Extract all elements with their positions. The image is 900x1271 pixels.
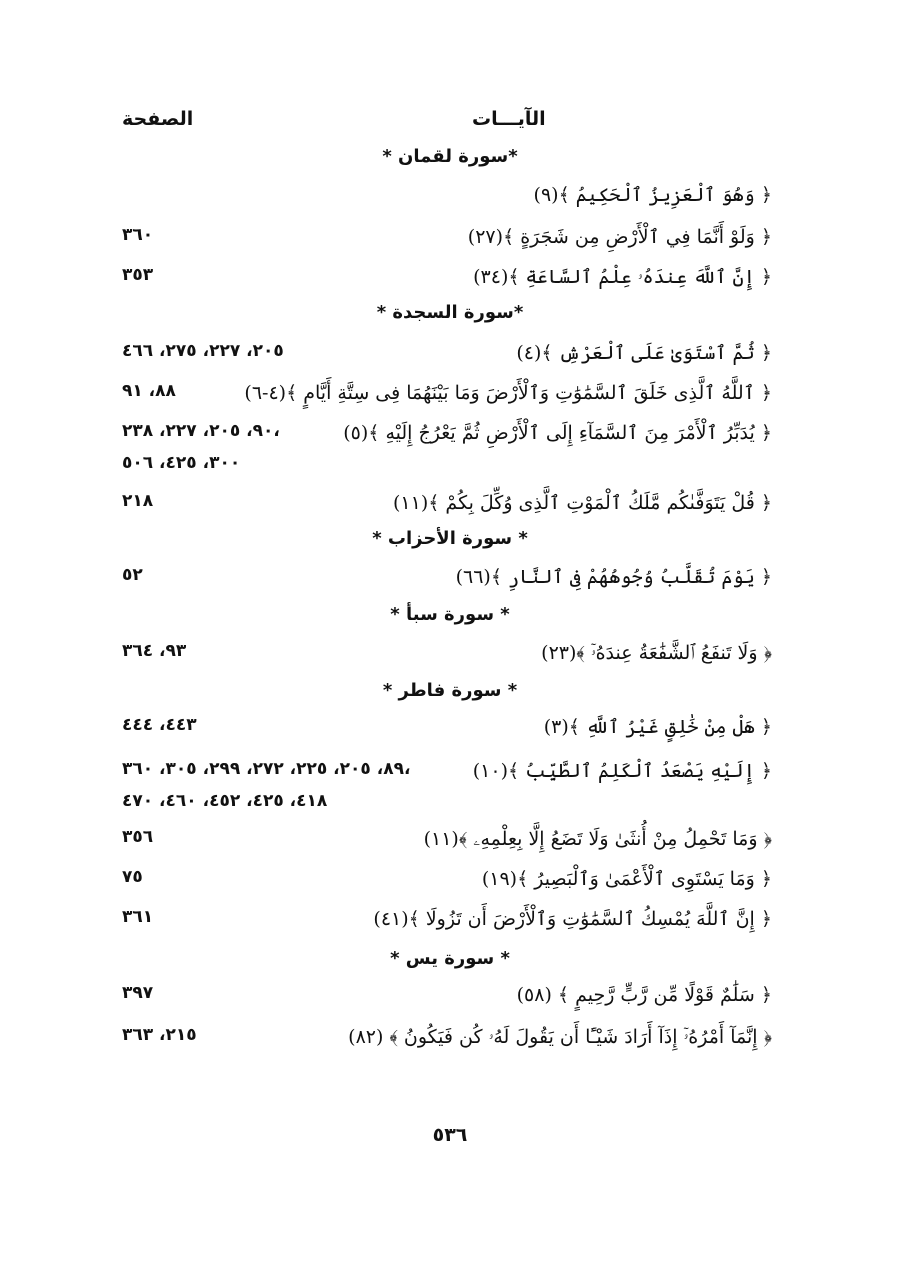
verse-row: [0, 222, 900, 256]
page-refs: ٣٥٣: [122, 265, 154, 285]
verse-text: ﴿ يَوْمَ تُقَلَّبُ وُجُوهُهُمْ فِى ٱلنَّارِ ﴾(٦٦): [455, 566, 772, 588]
page-refs: ٣٩٧: [122, 983, 154, 1003]
verse-text: ﴿ ثُمَّ ٱسْتَوَىٰ عَلَى ٱلْعَرْشِ ﴾(٤): [516, 342, 772, 364]
verse-row: [0, 338, 900, 372]
surah-heading: * سورة السجدة*: [376, 302, 524, 323]
verse-row: [0, 262, 900, 296]
surah-heading: * سورة فاطر *: [382, 680, 518, 701]
verse-text: ﴿ ٱللَّهُ ٱلَّذِى خَلَقَ ٱلسَّمَٰوَٰتِ وَٱلْأَرْضَ وَمَا بَيْنَهُمَا فِى سِتَّةِ أَيَّامٍ ﴾(٤-٦): [244, 382, 772, 404]
verse-row: [0, 638, 900, 672]
page-refs: ٧٥: [122, 867, 143, 887]
page-refs: ٨٩، ٢٠٥، ٢٢٥، ٢٧٢، ٢٩٩، ٣٠٥، ٣٦٠،: [122, 759, 411, 779]
verse-text: ﴿ إِنَّمَآ أَمْرُهُۥٓ إِذَآ أَرَادَ شَيْـًٔا أَن يَقُولَ لَهُۥ كُن فَيَكُونُ ﴾ (٨٢): [348, 1026, 772, 1048]
page-refs: ٣٥٦: [122, 827, 154, 847]
page-refs: ٩٠، ٢٠٥، ٢٢٧، ٢٣٨،: [122, 421, 280, 441]
verse-row: [0, 378, 900, 412]
verse-row: [0, 904, 900, 938]
verse-row: [0, 562, 900, 596]
verse-row: [0, 1022, 900, 1056]
page-refs-continued: ٤١٨، ٤٢٥، ٤٥٢، ٤٦٠، ٤٧٠: [122, 791, 328, 811]
page-refs: ٢١٨: [122, 491, 154, 511]
verse-text: ﴿ وَلَوْ أَنَّمَا فِي ٱلْأَرْضِ مِن شَجَرَةٍ ﴾(٢٧): [467, 226, 772, 248]
page-refs: ٩٣، ٣٦٤: [122, 641, 187, 661]
surah-heading: * سورة سبأ *: [390, 604, 510, 625]
page-refs: ٤٤٣، ٤٤٤: [122, 715, 197, 735]
verse-row: [0, 418, 900, 478]
page-refs: ٢١٥، ٣٦٣: [122, 1025, 197, 1045]
verse-text: ﴿ إِلَيْهِ يَصْعَدُ ٱلْكَلِمُ ٱلطَّيِّبُ ﴾(١٠): [472, 760, 772, 782]
surah-heading: * سورة الأحزاب *: [372, 528, 528, 549]
verse-row: [0, 488, 900, 522]
verse-text: ﴿ سَلَٰمٌ قَوْلًا مِّن رَّبٍّ رَّحِيمٍ ﴾ (٥٨): [516, 984, 772, 1006]
header-page-label: الصفحة: [122, 108, 194, 130]
page-refs: ٨٨، ٩١: [122, 381, 176, 401]
page-refs: ٢٠٥، ٢٢٧، ٢٧٥، ٤٦٦: [122, 341, 284, 361]
page-refs: ٣٦١: [122, 907, 154, 927]
verse-text: ﴿ وَهُوَ ٱلْعَزِيزُ ٱلْحَكِيمُ ﴾(٩): [533, 184, 772, 206]
verse-text: ﴿ إِنَّ ٱللَّهَ يُمْسِكُ ٱلسَّمَٰوَٰتِ وَٱلْأَرْضَ أَن تَزُولَا ﴾(٤١): [373, 908, 772, 930]
page-refs: ٣٦٠: [122, 225, 154, 245]
verse-text: ﴿ وَمَا يَسْتَوِى ٱلْأَعْمَىٰ وَٱلْبَصِيرُ ﴾(١٩): [481, 868, 772, 890]
page-refs: ٥٢: [122, 565, 143, 585]
verse-text: ﴿ قُلْ يَتَوَفَّىٰكُم مَّلَكُ ٱلْمَوْتِ ٱلَّذِى وُكِّلَ بِكُمْ ﴾(١١): [393, 492, 772, 514]
verse-row: [0, 712, 900, 746]
verse-text: ﴿ وَمَا تَحْمِلُ مِنْ أُنثَىٰ وَلَا تَضَعُ إِلَّا بِعِلْمِهِۦ ﴾(١١): [423, 828, 772, 850]
surah-heading: * سورة لقمان*: [382, 146, 518, 167]
verse-text: ﴿ وَلَا تَنفَعُ ٱلشَّفَٰعَةُ عِندَهُۥٓ ﴾(٢٣): [541, 642, 772, 664]
page-refs-continued: ٣٠٠، ٤٢٥، ٥٠٦: [122, 453, 241, 473]
surah-heading: * سورة يس *: [390, 948, 510, 969]
verse-row: [0, 980, 900, 1014]
verse-row: [0, 824, 900, 858]
header-verses-label: الآيـــات: [472, 108, 546, 130]
verse-text: ﴿ هَلْ مِنْ خَٰلِقٍ غَيْرُ ٱللَّهِ ﴾(٣): [543, 716, 772, 738]
verse-row: [0, 756, 900, 816]
verse-text: ﴿ يُدَبِّرُ ٱلْأَمْرَ مِنَ ٱلسَّمَآءِ إِلَى ٱلْأَرْضِ ثُمَّ يَعْرُجُ إِلَيْهِ ﴾(٥): [343, 422, 772, 444]
page-number: ٥٣٦: [432, 1124, 468, 1146]
verse-row: [0, 864, 900, 898]
verse-row: [0, 180, 900, 214]
verse-text: ﴿ إِنَّ ٱللَّهَ عِندَهُۥ عِلْمُ ٱلسَّاعَةِ ﴾(٣٤): [473, 266, 772, 288]
